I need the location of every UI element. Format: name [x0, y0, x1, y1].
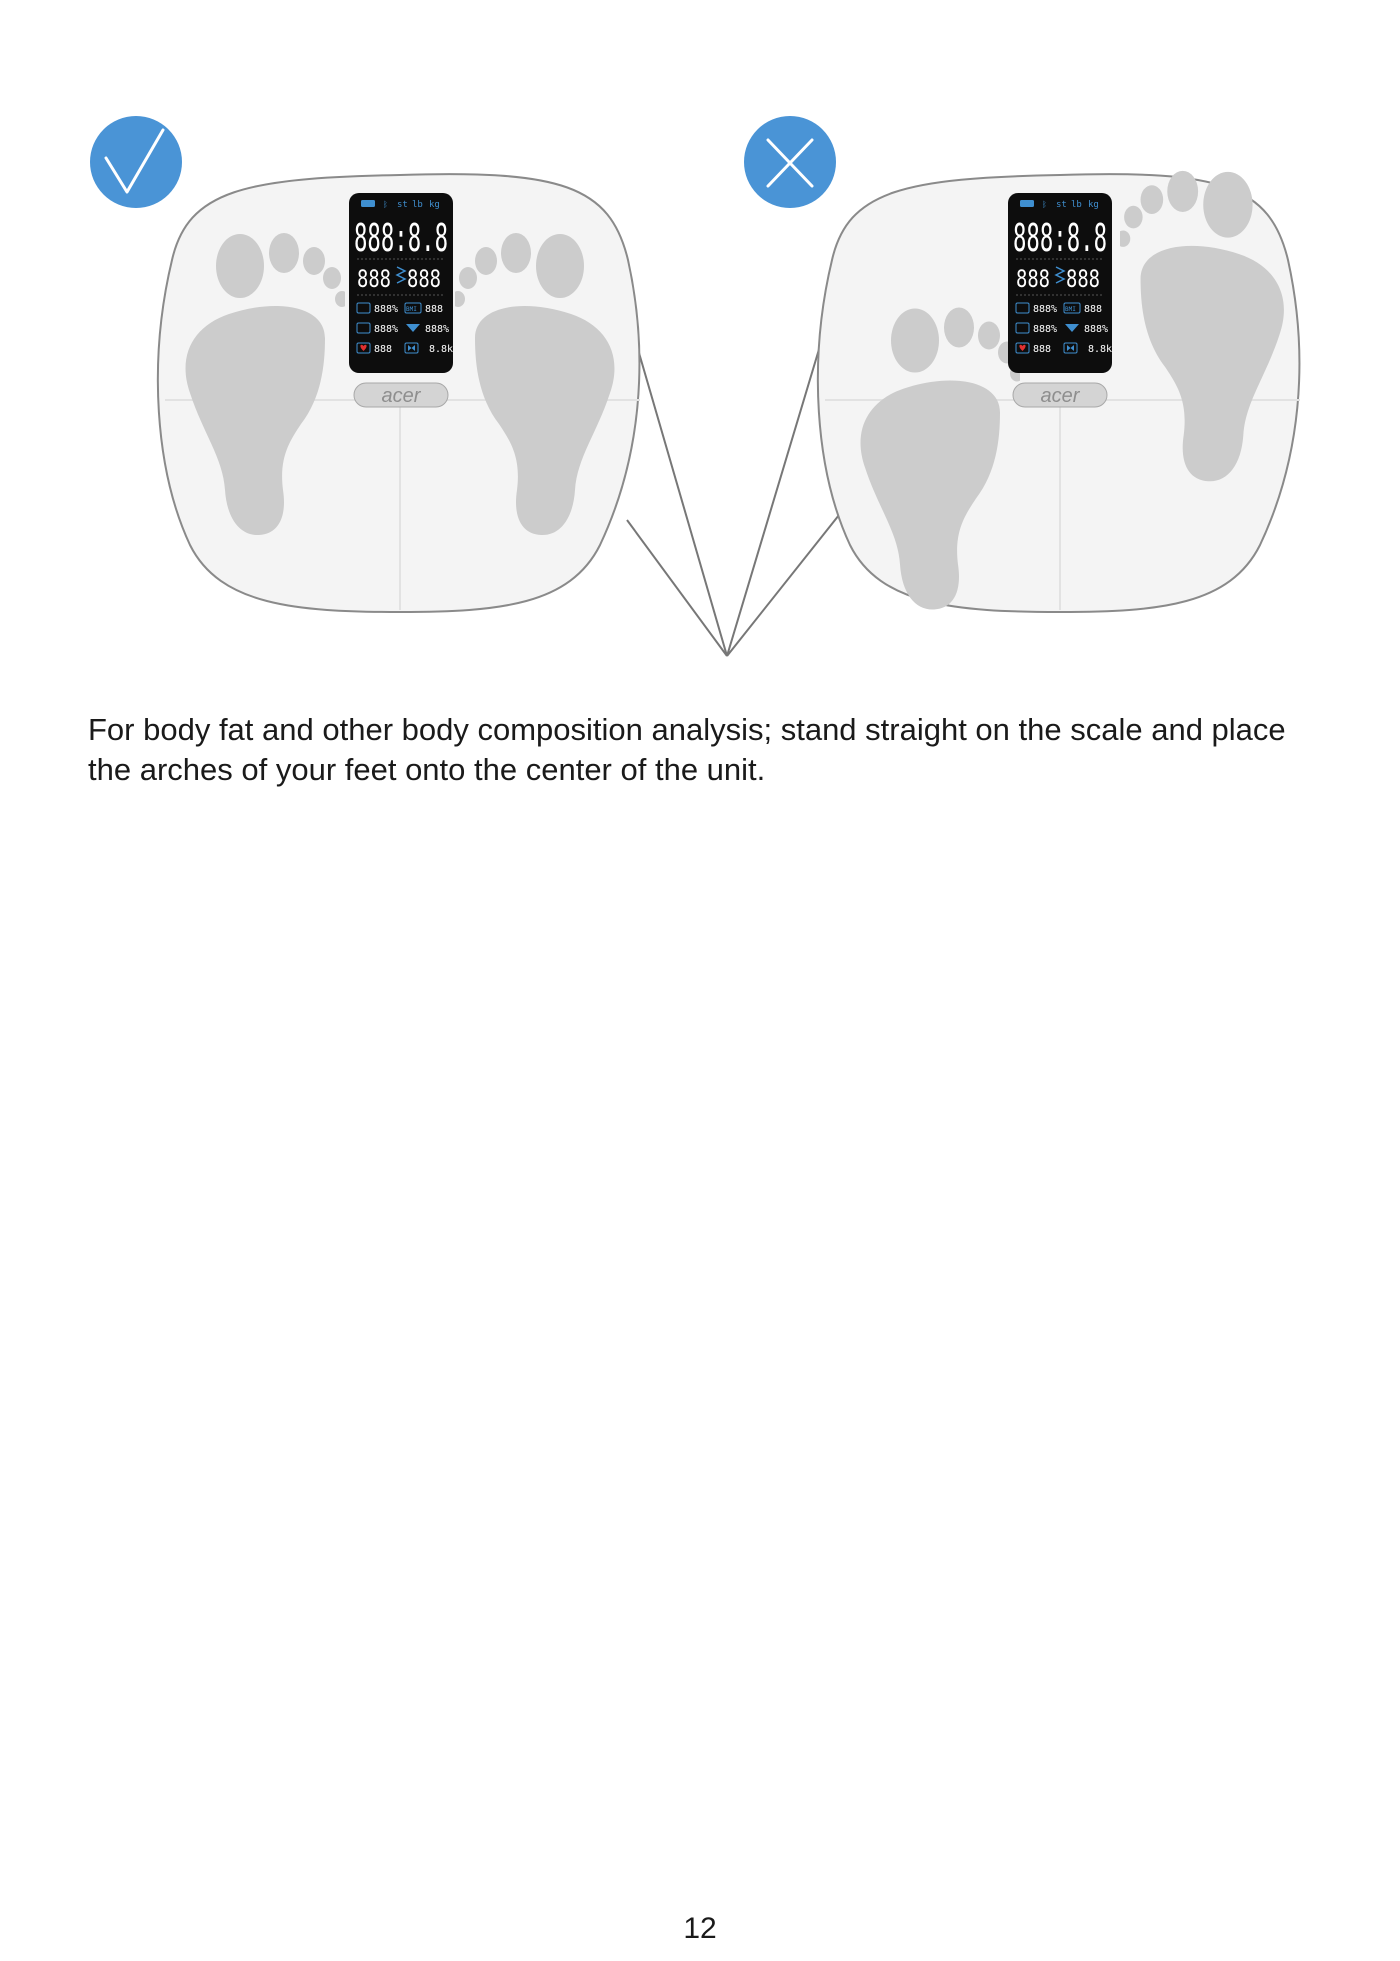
brand-logo: acer [381, 385, 421, 407]
scale-correct [158, 174, 640, 612]
incorrect-marker [744, 116, 836, 208]
brand-logo: acer [1040, 385, 1080, 407]
foot-placement-figure [0, 0, 1400, 700]
scale-display [1008, 193, 1118, 373]
correct-marker [90, 116, 182, 208]
connector-lines [627, 316, 839, 656]
scale-display [349, 193, 459, 373]
page-number: 12 [683, 1912, 717, 1945]
scale-incorrect [818, 171, 1300, 612]
instruction-text: For body fat and other body composition analysis; stand straight on the scale and place the arches of your feet onto the center of the unit. [88, 712, 1286, 787]
